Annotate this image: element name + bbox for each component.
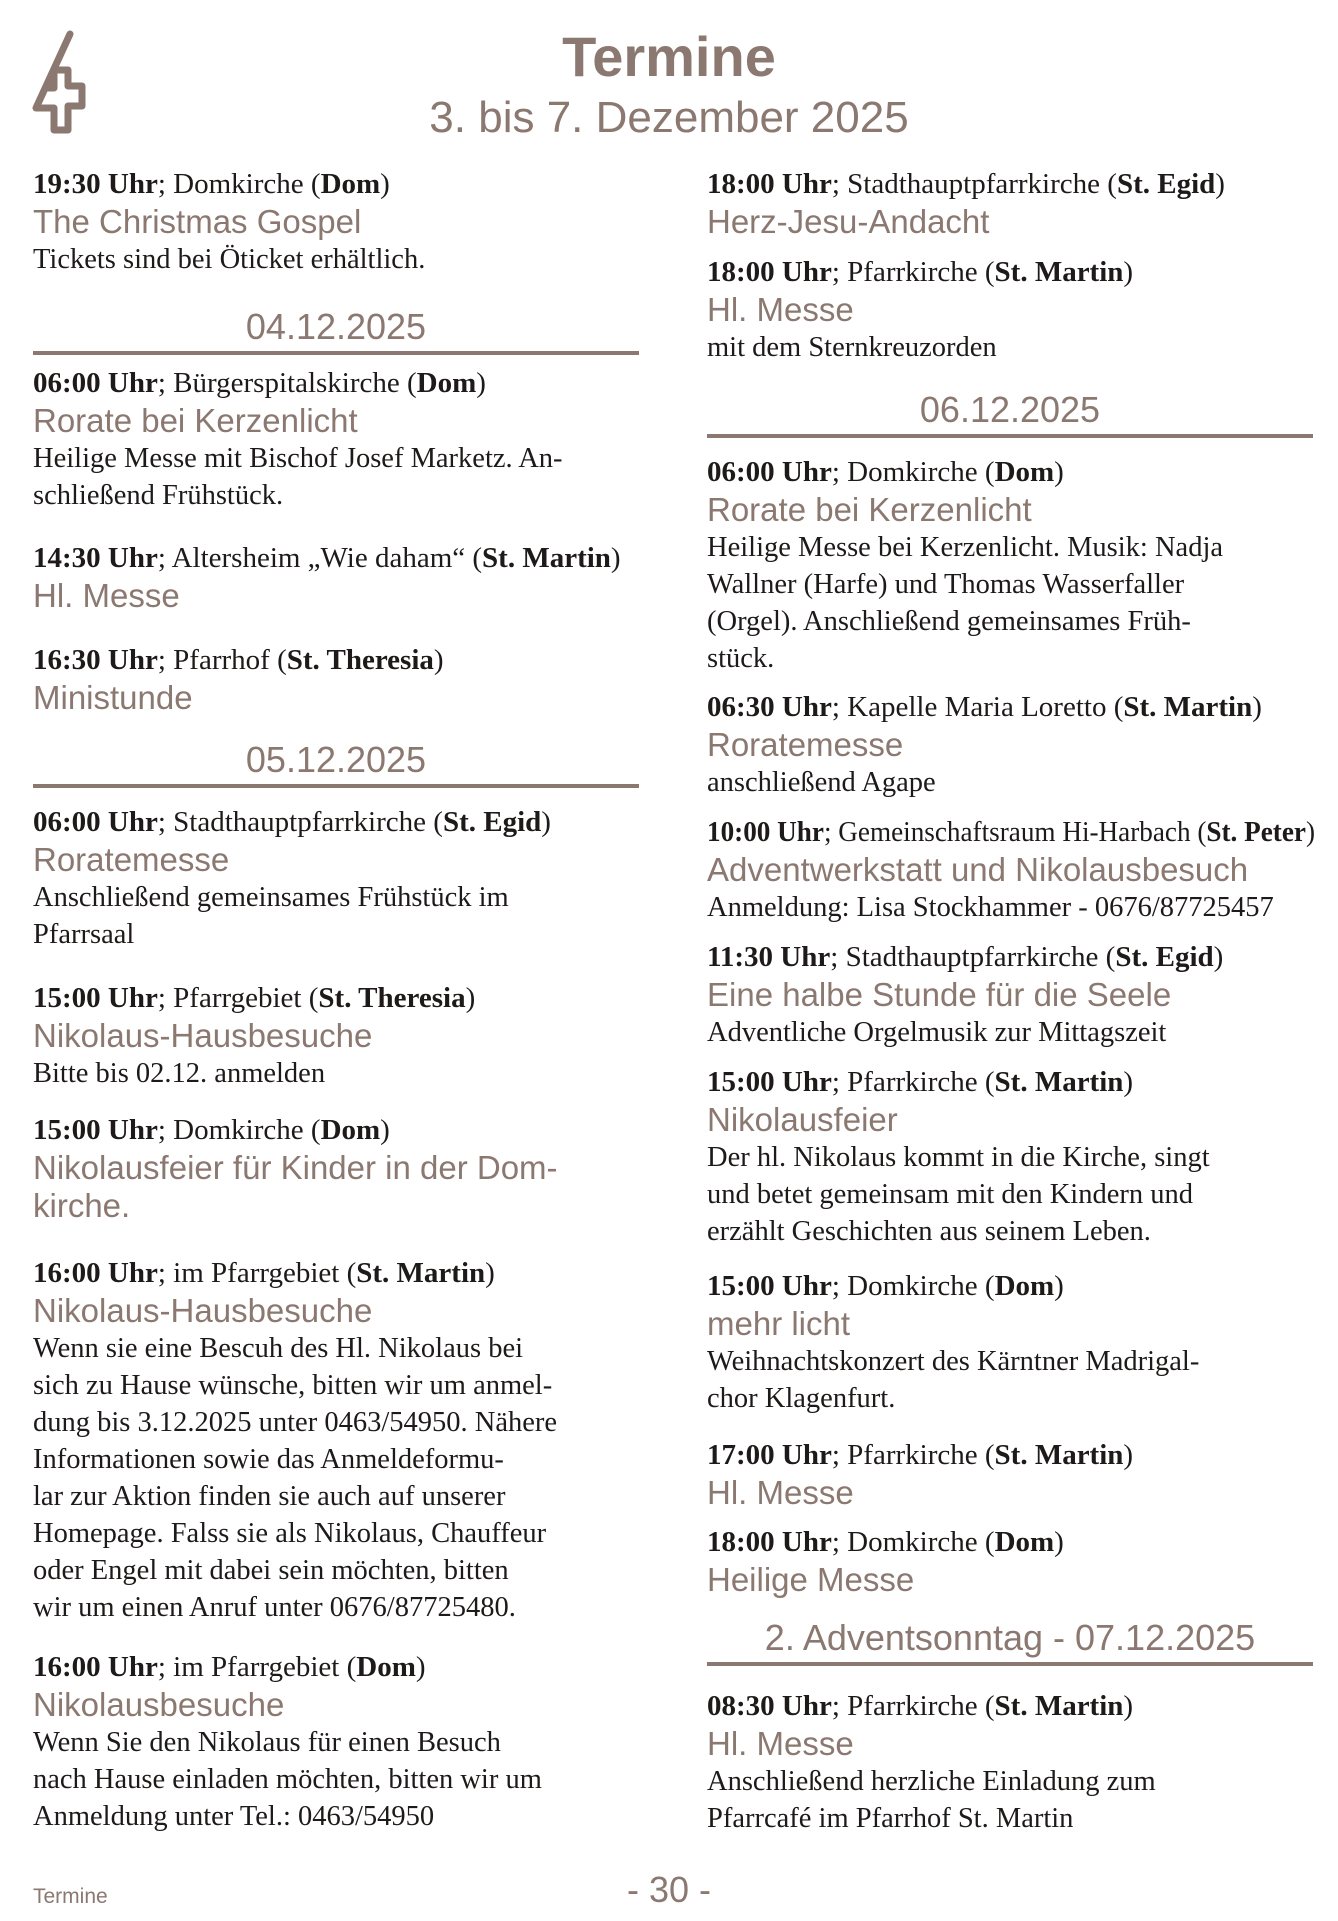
event-description-text: Adventliche Orgelmusik zur Mittagszeit bbox=[707, 1017, 1167, 1048]
event-description-text: sich zu Hause wünsche, bitten wir um anmel- bbox=[33, 1370, 553, 1401]
event-place: Altersheim „Wie daham“ bbox=[171, 542, 466, 574]
event-parish: Dom bbox=[320, 1114, 381, 1146]
event-parish: St. Egid bbox=[1116, 168, 1216, 200]
event-description bbox=[33, 1724, 639, 1761]
event-title bbox=[33, 1149, 639, 1187]
left-column bbox=[33, 0, 639, 1921]
event-place: im Pfarrgebiet bbox=[173, 1257, 340, 1289]
event-title bbox=[707, 851, 1313, 889]
event-description bbox=[707, 1800, 1313, 1837]
event-parish: St. Theresia bbox=[318, 982, 466, 1014]
event-title bbox=[33, 577, 639, 615]
event-description-text: Anmeldung unter Tel.: 0463/54950 bbox=[33, 1801, 435, 1832]
event-meta bbox=[33, 979, 639, 1017]
event-description-text: (Orgel). Anschließend gemeinsames Früh- bbox=[707, 606, 1191, 637]
event-description-text: Wallner (Harfe) und Thomas Wasserfaller bbox=[707, 569, 1185, 600]
event-title-text: Heilige Messe bbox=[707, 1561, 915, 1598]
event-description bbox=[707, 889, 1313, 926]
event-parish: St. Martin bbox=[482, 542, 611, 574]
event-description bbox=[33, 916, 639, 953]
event-title bbox=[707, 1305, 1313, 1343]
event-title bbox=[707, 291, 1313, 329]
day-heading bbox=[707, 390, 1313, 440]
event-title-text: Hl. Messe bbox=[707, 291, 854, 328]
day-heading-rule bbox=[33, 784, 639, 788]
event-meta bbox=[33, 1648, 639, 1686]
event-place: Kapelle Maria Loretto bbox=[847, 691, 1107, 723]
event-entry bbox=[33, 539, 639, 615]
day-heading-rule bbox=[707, 1662, 1313, 1666]
event-entry bbox=[707, 813, 1316, 926]
event-title bbox=[33, 1017, 639, 1055]
day-heading-label: 04.12.2025 bbox=[245, 306, 427, 347]
event-meta bbox=[707, 1523, 1313, 1561]
day-heading-label: 2. Adventsonntag - 07.12.2025 bbox=[764, 1617, 1256, 1658]
event-entry bbox=[707, 1687, 1313, 1837]
event-meta bbox=[707, 1436, 1313, 1474]
event-place: im Pfarrgebiet bbox=[173, 1651, 340, 1683]
event-meta-text: 06:00 Uhr; Stadthauptpfarrkirche (St. Egid) bbox=[33, 806, 551, 838]
day-heading-rule bbox=[33, 351, 639, 355]
event-description-text: mit dem Sternkreuzorden bbox=[707, 332, 997, 363]
event-entry bbox=[707, 1063, 1313, 1250]
event-description-text: schließend Frühstück. bbox=[33, 480, 284, 511]
event-title bbox=[33, 679, 639, 717]
event-description bbox=[707, 1380, 1313, 1417]
event-parish: St. Martin bbox=[1123, 691, 1253, 723]
event-description bbox=[707, 764, 1313, 801]
event-parish: Dom bbox=[320, 168, 381, 200]
event-description-text: wir um einen Anruf unter 0676/87725480. bbox=[33, 1592, 516, 1623]
event-parish: Dom bbox=[994, 1526, 1055, 1558]
event-title bbox=[33, 1187, 639, 1225]
event-description-text: Tickets sind bei Öticket erhältlich. bbox=[33, 244, 426, 275]
event-place: Stadthauptpfarrkirche bbox=[845, 941, 1099, 973]
event-entry bbox=[707, 938, 1313, 1051]
event-entry bbox=[707, 165, 1313, 241]
event-title-text: Hl. Messe bbox=[707, 1474, 854, 1511]
event-place: Stadthauptpfarrkirche bbox=[847, 168, 1101, 200]
event-place: Domkirche bbox=[173, 168, 304, 200]
event-description bbox=[33, 1515, 639, 1552]
event-parish: St. Egid bbox=[1115, 941, 1214, 973]
event-title bbox=[707, 1101, 1313, 1139]
event-meta bbox=[33, 641, 639, 679]
event-meta bbox=[33, 539, 639, 577]
event-description-text: chor Klagenfurt. bbox=[707, 1383, 896, 1414]
event-parish: St. Martin bbox=[994, 1690, 1124, 1722]
event-entry bbox=[33, 165, 639, 278]
event-description bbox=[33, 1478, 639, 1515]
event-description bbox=[33, 1330, 639, 1367]
event-entry bbox=[707, 1267, 1313, 1417]
day-heading-rule bbox=[707, 434, 1313, 438]
event-description-text: nach Hause einladen möchten, bitten wir um bbox=[33, 1764, 542, 1795]
event-description bbox=[33, 1404, 639, 1441]
event-description bbox=[707, 329, 1313, 366]
event-parish: St. Martin bbox=[994, 1439, 1124, 1471]
event-description-text: Anschließend gemeinsames Frühstück im bbox=[33, 882, 509, 913]
event-title-text: Nikolausfeier für Kinder in der Dom- bbox=[33, 1149, 558, 1186]
event-title-text: The Christmas Gospel bbox=[33, 203, 362, 240]
event-meta-text: 18:00 Uhr; Pfarrkirche (St. Martin) bbox=[707, 256, 1134, 288]
event-title-text: Nikolaus-Hausbesuche bbox=[33, 1292, 373, 1329]
event-description-text: Anmeldung: Lisa Stockhammer - 0676/87725457 bbox=[707, 892, 1274, 923]
event-description-text: Der hl. Nikolaus kommt in die Kirche, singt bbox=[707, 1142, 1210, 1173]
event-meta bbox=[707, 253, 1313, 291]
event-title bbox=[33, 402, 639, 440]
footer-section-label: Termine bbox=[33, 1885, 108, 1908]
event-meta-text: 15:00 Uhr; Pfarrkirche (St. Martin) bbox=[707, 1066, 1134, 1098]
event-time: 15:00 Uhr bbox=[33, 982, 158, 1014]
page-number: - 30 - bbox=[626, 1869, 712, 1910]
event-time: 14:30 Uhr bbox=[33, 542, 158, 574]
event-entry bbox=[33, 364, 639, 514]
event-place: Pfarrkirche bbox=[847, 1439, 978, 1471]
event-title-text: Roratemesse bbox=[707, 726, 904, 763]
event-title-text: Nikolausfeier bbox=[707, 1101, 898, 1138]
event-title-text: Roratemesse bbox=[33, 841, 230, 878]
event-description bbox=[707, 566, 1313, 603]
event-description-text: lar zur Aktion finden sie auch auf unserer bbox=[33, 1481, 506, 1512]
event-description bbox=[707, 1176, 1313, 1213]
event-description bbox=[33, 1552, 639, 1589]
page-title: Termine bbox=[562, 25, 776, 88]
event-description bbox=[33, 1441, 639, 1478]
event-time: 06:30 Uhr bbox=[707, 691, 832, 723]
event-title-text: Hl. Messe bbox=[707, 1725, 854, 1762]
event-description bbox=[707, 640, 1313, 677]
event-title bbox=[707, 976, 1313, 1014]
event-time: 16:30 Uhr bbox=[33, 644, 158, 676]
event-description bbox=[33, 1055, 639, 1092]
event-meta-text: 06:00 Uhr; Domkirche (Dom) bbox=[707, 456, 1064, 488]
event-description bbox=[33, 440, 639, 477]
event-meta-text: 15:00 Uhr; Domkirche (Dom) bbox=[33, 1114, 390, 1146]
event-place: Pfarrkirche bbox=[847, 1690, 978, 1722]
event-meta bbox=[707, 813, 1316, 851]
event-title-text: Adventwerkstatt und Nikolausbesuch bbox=[707, 851, 1249, 888]
event-place: Domkirche bbox=[847, 1526, 978, 1558]
event-parish: St. Theresia bbox=[286, 644, 434, 676]
event-description bbox=[33, 1589, 639, 1626]
event-description-text: Weihnachtskonzert des Kärntner Madrigal- bbox=[707, 1346, 1200, 1377]
event-time: 15:00 Uhr bbox=[707, 1066, 832, 1098]
day-heading bbox=[33, 740, 639, 790]
event-parish: Dom bbox=[994, 1270, 1055, 1302]
event-meta bbox=[707, 453, 1313, 491]
event-title-text: Ministunde bbox=[33, 679, 193, 716]
event-meta bbox=[33, 364, 639, 402]
event-meta bbox=[33, 1111, 639, 1149]
event-title-text: Eine halbe Stunde für die Seele bbox=[707, 976, 1172, 1013]
event-title bbox=[33, 203, 639, 241]
event-meta bbox=[707, 1267, 1313, 1305]
event-title-text: Nikolausbesuche bbox=[33, 1686, 285, 1723]
event-meta-text: 15:00 Uhr; Domkirche (Dom) bbox=[707, 1270, 1064, 1302]
event-description bbox=[707, 1343, 1313, 1380]
event-meta-text: 16:00 Uhr; im Pfarrgebiet (Dom) bbox=[33, 1651, 426, 1683]
event-description bbox=[707, 1014, 1313, 1051]
event-place: Pfarrhof bbox=[173, 644, 270, 676]
day-heading bbox=[707, 1618, 1313, 1668]
event-place: Gemeinschaftsraum Hi-Harbach bbox=[838, 816, 1191, 848]
event-description-text: dung bis 3.12.2025 unter 0463/54950. Nähere bbox=[33, 1407, 558, 1438]
event-description bbox=[33, 879, 639, 916]
event-description-text: Pfarrsaal bbox=[33, 919, 135, 950]
event-parish: St. Peter bbox=[1206, 816, 1306, 848]
event-meta bbox=[707, 938, 1313, 976]
event-time: 15:00 Uhr bbox=[33, 1114, 158, 1146]
event-meta-text: 17:00 Uhr; Pfarrkirche (St. Martin) bbox=[707, 1439, 1134, 1471]
event-title-text: Nikolaus-Hausbesuche bbox=[33, 1017, 373, 1054]
day-heading-label: 05.12.2025 bbox=[245, 739, 427, 780]
event-title-text: mehr licht bbox=[707, 1305, 851, 1342]
event-description-text: Informationen sowie das Anmeldeformu- bbox=[33, 1444, 504, 1475]
event-time: 08:30 Uhr bbox=[707, 1690, 832, 1722]
event-entry bbox=[707, 453, 1313, 677]
event-entry bbox=[707, 688, 1313, 801]
event-title bbox=[707, 1725, 1313, 1763]
event-parish: St. Egid bbox=[442, 806, 542, 838]
event-entry bbox=[33, 803, 639, 953]
event-entry bbox=[707, 253, 1313, 366]
event-meta-text: 06:00 Uhr; Bürgerspitalskirche (Dom) bbox=[33, 367, 486, 399]
event-description bbox=[707, 1763, 1313, 1800]
event-title bbox=[33, 841, 639, 879]
event-entry bbox=[707, 1523, 1313, 1599]
event-place: Domkirche bbox=[847, 456, 978, 488]
event-title bbox=[707, 203, 1313, 241]
event-meta-text: 18:00 Uhr; Stadthauptpfarrkirche (St. Egid) bbox=[707, 168, 1225, 200]
event-description bbox=[33, 1761, 639, 1798]
event-title bbox=[707, 491, 1313, 529]
event-time: 19:30 Uhr bbox=[33, 168, 158, 200]
event-parish: St. Martin bbox=[356, 1257, 486, 1289]
event-meta-text: 19:30 Uhr; Domkirche (Dom) bbox=[33, 168, 390, 200]
event-description bbox=[33, 1367, 639, 1404]
event-entry bbox=[33, 979, 639, 1092]
event-entry bbox=[33, 1648, 639, 1835]
event-meta-text: 18:00 Uhr; Domkirche (Dom) bbox=[707, 1526, 1064, 1558]
event-place: Bürgerspitalskirche bbox=[173, 367, 400, 399]
event-description bbox=[707, 529, 1313, 566]
event-time: 18:00 Uhr bbox=[707, 256, 832, 288]
date-range-subtitle: 3. bis 7. Dezember 2025 bbox=[429, 93, 909, 142]
event-entry bbox=[707, 1436, 1313, 1512]
event-time: 06:00 Uhr bbox=[33, 367, 158, 399]
event-description bbox=[33, 241, 639, 278]
event-description-text: erzählt Geschichten aus seinem Leben. bbox=[707, 1216, 1151, 1247]
event-entry bbox=[33, 1254, 639, 1626]
event-title bbox=[33, 1686, 639, 1724]
event-time: 06:00 Uhr bbox=[33, 806, 158, 838]
event-description bbox=[707, 603, 1313, 640]
event-description-text: Wenn Sie den Nikolaus für einen Besuch bbox=[33, 1727, 501, 1758]
event-parish: St. Martin bbox=[994, 1066, 1124, 1098]
event-place: Stadthauptpfarrkirche bbox=[173, 806, 427, 838]
event-description bbox=[33, 1798, 639, 1835]
event-entry bbox=[33, 641, 639, 717]
event-title-text: Hl. Messe bbox=[33, 577, 180, 614]
event-description-text: Wenn sie eine Bescuh des Hl. Nikolaus bei bbox=[33, 1333, 524, 1364]
event-title-text: Rorate bei Kerzenlicht bbox=[33, 402, 358, 439]
event-time: 18:00 Uhr bbox=[707, 1526, 832, 1558]
right-column bbox=[707, 0, 1316, 1921]
event-description bbox=[33, 477, 639, 514]
event-time: 10:00 Uhr bbox=[707, 816, 824, 848]
event-place: Pfarrgebiet bbox=[173, 982, 302, 1014]
event-description-text: Anschließend herzliche Einladung zum bbox=[707, 1766, 1156, 1797]
event-meta-text: 11:30 Uhr; Stadthauptpfarrkirche (St. Egid) bbox=[707, 941, 1224, 973]
day-heading-label: 06.12.2025 bbox=[919, 389, 1101, 430]
event-description-text: stück. bbox=[707, 643, 775, 674]
event-description-text: Bitte bis 02.12. anmelden bbox=[33, 1058, 326, 1089]
event-time: 15:00 Uhr bbox=[707, 1270, 832, 1302]
event-place: Pfarrkirche bbox=[847, 1066, 978, 1098]
event-meta-text: 08:30 Uhr; Pfarrkirche (St. Martin) bbox=[707, 1690, 1134, 1722]
event-title bbox=[707, 1561, 1313, 1599]
event-time: 18:00 Uhr bbox=[707, 168, 832, 200]
event-meta bbox=[707, 1063, 1313, 1101]
event-meta bbox=[33, 165, 639, 203]
event-description-text: oder Engel mit dabei sein möchten, bitten bbox=[33, 1555, 509, 1586]
event-meta-text: 16:00 Uhr; im Pfarrgebiet (St. Martin) bbox=[33, 1257, 495, 1289]
event-meta-text: 15:00 Uhr; Pfarrgebiet (St. Theresia) bbox=[33, 982, 476, 1014]
event-time: 16:00 Uhr bbox=[33, 1257, 158, 1289]
event-title-text: Herz-Jesu-Andacht bbox=[707, 203, 990, 240]
event-time: 06:00 Uhr bbox=[707, 456, 832, 488]
event-description-text: Heilige Messe mit Bischof Josef Marketz. An- bbox=[33, 443, 563, 474]
event-meta bbox=[707, 688, 1313, 726]
event-description-text: Homepage. Falss sie als Nikolaus, Chauffeur bbox=[33, 1518, 547, 1549]
event-parish: St. Martin bbox=[994, 256, 1124, 288]
event-title bbox=[707, 1474, 1313, 1512]
event-meta bbox=[707, 165, 1313, 203]
event-parish: Dom bbox=[416, 367, 477, 399]
event-title bbox=[33, 1292, 639, 1330]
event-title-text: Rorate bei Kerzenlicht bbox=[707, 491, 1032, 528]
event-title bbox=[707, 726, 1313, 764]
day-heading bbox=[33, 307, 639, 357]
event-meta-text: 06:30 Uhr; Kapelle Maria Loretto (St. Martin) bbox=[707, 691, 1262, 723]
event-time: 11:30 Uhr bbox=[707, 941, 831, 973]
event-meta bbox=[33, 803, 639, 841]
event-description-text: anschließend Agape bbox=[707, 767, 936, 798]
event-description-text: und betet gemeinsam mit den Kindern und bbox=[707, 1179, 1193, 1210]
event-time: 16:00 Uhr bbox=[33, 1651, 158, 1683]
event-meta bbox=[33, 1254, 639, 1292]
event-description bbox=[707, 1213, 1313, 1250]
event-meta bbox=[707, 1687, 1313, 1725]
event-description-text: Pfarrcafé im Pfarrhof St. Martin bbox=[707, 1803, 1074, 1834]
event-entry bbox=[33, 1111, 639, 1225]
event-place: Pfarrkirche bbox=[847, 256, 978, 288]
event-place: Domkirche bbox=[847, 1270, 978, 1302]
event-time: 17:00 Uhr bbox=[707, 1439, 832, 1471]
event-description-text: Heilige Messe bei Kerzenlicht. Musik: Nadja bbox=[707, 532, 1224, 563]
event-parish: Dom bbox=[994, 456, 1055, 488]
event-description bbox=[707, 1139, 1313, 1176]
event-parish: Dom bbox=[356, 1651, 416, 1683]
event-title-text: kirche. bbox=[33, 1187, 131, 1224]
event-meta-text: 16:30 Uhr; Pfarrhof (St. Theresia) bbox=[33, 644, 444, 676]
event-meta-text: 14:30 Uhr; Altersheim „Wie daham“ (St. Martin) bbox=[33, 542, 621, 574]
event-meta-text: 10:00 Uhr; Gemeinschaftsraum Hi-Harbach (St. Peter) bbox=[707, 816, 1316, 848]
event-place: Domkirche bbox=[173, 1114, 304, 1146]
